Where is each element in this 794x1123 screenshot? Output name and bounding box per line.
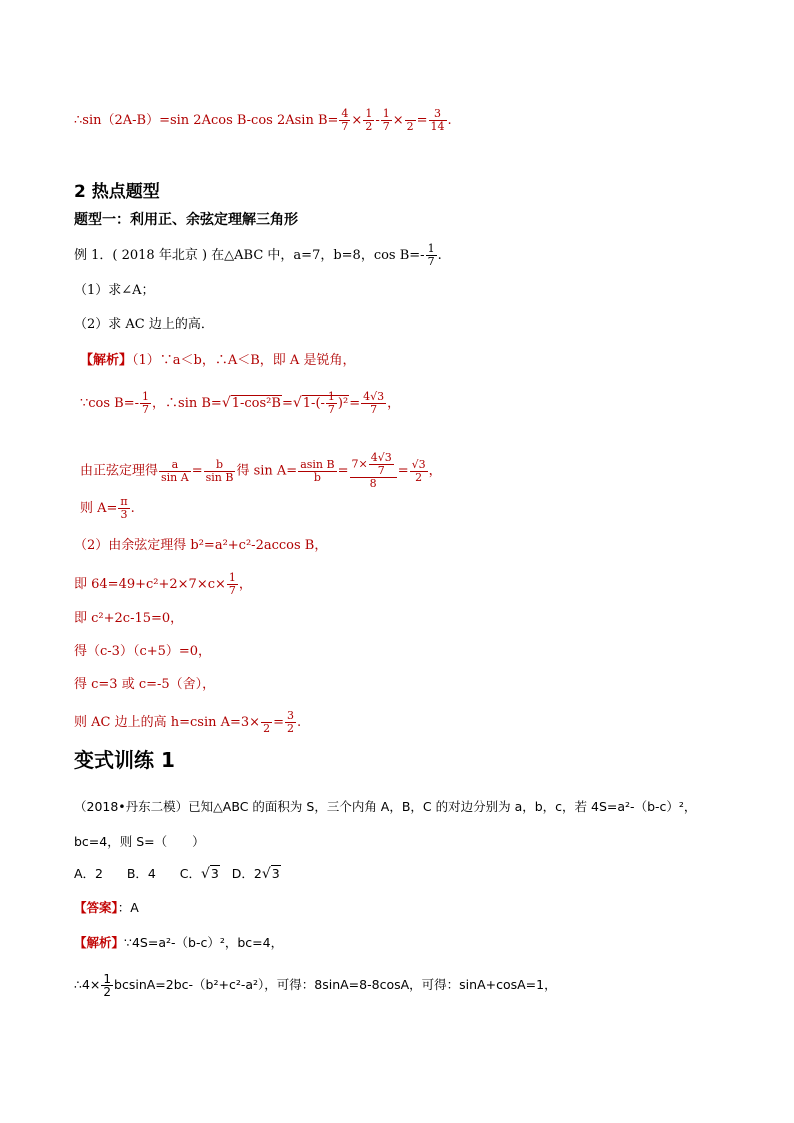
l10-a: 则 AC 边上的高 h=csin A=3× (74, 715, 261, 730)
l2-sqrt-frac-den: 7 (327, 403, 335, 416)
top-frac-2-den: 2 (365, 120, 373, 133)
period: . (437, 248, 442, 263)
example-frac-den: 7 (427, 255, 435, 268)
solution-line-3 (80, 452, 442, 490)
period: . (296, 715, 302, 730)
answer-value: ：A (117, 900, 139, 915)
example-frac-num: 1 (427, 242, 435, 255)
solution-label: 【解析】 (80, 353, 133, 368)
minus-sign: - (375, 113, 380, 128)
solution-l1-text: （1）∵a＜b，∴A＜B，即 A 是锐角， (132, 353, 356, 368)
sqrt-icon: √ (200, 866, 210, 882)
l2-sqrt-frac (326, 391, 337, 416)
equals-sign: = (349, 396, 361, 411)
period: . (447, 113, 452, 128)
top-frac-4 (405, 108, 416, 133)
l2-sqrt-1: 1-cos²B (231, 396, 281, 411)
l3-frac-4-inner-den: 7 (377, 464, 385, 477)
l2-b: ，∴sin B= (152, 396, 222, 411)
option-c-label: C． (179, 866, 201, 881)
top-equation-line (74, 108, 452, 133)
sqrt-icon: √ (261, 866, 271, 882)
question-1: （1）求∠A； (74, 283, 155, 298)
l3-frac-4-num (350, 452, 397, 478)
l3-frac-3-den: b (313, 470, 321, 484)
example-statement (74, 243, 442, 268)
l10-frac-2-den: 2 (286, 722, 294, 735)
top-frac-3-den: 7 (382, 120, 390, 133)
l3-frac-3 (298, 459, 336, 484)
times-sign: × (351, 113, 363, 128)
solution-line-8: 得（c-3）（c+5）=0， (74, 644, 212, 659)
variant-question-line-2: bc=4，则 S=（ ） (74, 834, 205, 849)
solution-line-4 (80, 496, 135, 521)
l3-frac-4-top-text: 7× (351, 457, 368, 471)
top-frac-3 (381, 108, 392, 133)
equals-sign: = (191, 463, 203, 479)
analysis-frac-den: 2 (103, 985, 112, 999)
option-b: B．4 (126, 866, 156, 881)
top-frac-1-den: 7 (341, 120, 349, 133)
option-a: A．2 (74, 866, 104, 881)
l10-frac-1 (261, 710, 272, 735)
answer-label: 【答案】 (74, 900, 118, 915)
equals-sign: = (337, 463, 349, 479)
equals-sign: = (397, 463, 409, 479)
l2-frac-1 (140, 391, 151, 416)
options-row (74, 864, 281, 884)
l2-frac-1-num: 1 (142, 390, 150, 403)
equals-sign: = (281, 396, 293, 411)
answer-line (74, 898, 139, 918)
l2-sqrt-2-b: )² (337, 396, 349, 411)
l2-a: ∵cos B=- (80, 396, 140, 411)
l3-frac-5-num: √3 (411, 457, 426, 471)
analysis-l2-b: bcsinA=2bc-（b²+c²-a²），可得：8sinA=8-8cosA，可得：sinA+cosA=1， (114, 977, 557, 992)
analysis-line-1 (74, 933, 283, 953)
l3-frac-2-den: sin B (205, 470, 234, 484)
l2-frac-1-den: 7 (142, 403, 150, 416)
l4-a: 则 A= (80, 501, 118, 516)
top-frac-2-num: 1 (365, 107, 373, 120)
comma: ， (238, 577, 252, 592)
comma: ， (387, 396, 401, 411)
l3-frac-5-den: 2 (415, 470, 423, 484)
top-frac-5 (429, 108, 447, 133)
l3-frac-5 (410, 459, 428, 484)
l3-frac-1-num: a (159, 459, 191, 472)
l6-frac-num: 1 (228, 571, 236, 584)
l10-frac-1-den: 2 (263, 722, 271, 735)
analysis-label: 【解析】 (74, 935, 125, 950)
top-frac-2 (363, 108, 374, 133)
variant-title: 变式训练 1 (74, 748, 175, 772)
sqrt-icon: √ (221, 395, 231, 411)
variant-question-line-1: （2018•丹东二模）已知△ABC 的面积为 S，三个内角 A，B，C 的对边分别为 a，b，c，若 4S=a²-（b-c）²， (74, 799, 697, 814)
analysis-l2-a: ∴4× (74, 977, 101, 992)
top-frac-4-den: 2 (406, 120, 414, 133)
option-d-label: D．2 (231, 866, 262, 881)
l2-frac-2-den: 7 (370, 403, 378, 416)
top-frac-1 (339, 108, 350, 133)
l6-frac (227, 572, 238, 597)
l6-frac-den: 7 (228, 584, 236, 597)
question-2: （2）求 AC 边上的高． (74, 317, 214, 332)
equals-sign: = (416, 113, 428, 128)
solution-line-10 (74, 710, 301, 735)
l10-frac-2 (285, 710, 296, 735)
l2-sqrt-frac-num: 1 (327, 390, 335, 403)
equals-sign: = (273, 715, 284, 730)
l3-frac-2-num: b (204, 459, 236, 472)
l3-b: 得 sin A= (236, 463, 298, 479)
analysis-l1-text: ∵4S=a²-（b-c）²，bc=4， (124, 935, 284, 950)
option-d-radicand: 3 (271, 866, 280, 881)
l4-frac-num: π (120, 495, 128, 508)
top-frac-5-num: 3 (429, 108, 447, 121)
l6-a: 即 64=49+c²+2×7×c× (74, 577, 226, 592)
top-eq-prefix: ∴sin（2A-B）=sin 2Acos B-cos 2Asin B= (74, 113, 339, 128)
analysis-line-2 (74, 973, 557, 998)
l3-frac-4-den: 8 (369, 477, 377, 490)
l2-sqrt-2 (302, 390, 349, 416)
top-frac-1-num: 4 (341, 107, 349, 120)
solution-line-7: 即 c²+2c-15=0， (74, 611, 184, 626)
solution-line-1 (80, 351, 355, 371)
l3-frac-3-num: asin B (300, 457, 335, 471)
l3-frac-4-inner (369, 452, 394, 477)
l4-frac (118, 496, 129, 521)
solution-line-9: 得 c=3 或 c=-5（舍）， (74, 677, 216, 692)
analysis-frac-num: 1 (103, 972, 112, 986)
solution-line-2 (80, 391, 400, 416)
l3-frac-2 (204, 459, 236, 484)
solution-line-5: （2）由余弦定理得 b²=a²+c²-2accos B， (74, 538, 328, 553)
top-frac-5-den: 14 (430, 120, 445, 133)
l2-frac-2-num: 4√3 (363, 390, 385, 403)
section-title: 2 热点题型 (74, 182, 160, 202)
option-c-radicand: 3 (210, 866, 219, 881)
l4-frac-den: 3 (120, 508, 128, 521)
l3-frac-4-inner-num: 4√3 (370, 451, 392, 464)
subsection-title: 题型一：利用正、余弦定理解三角形 (74, 212, 298, 228)
l3-frac-4 (350, 452, 397, 490)
l2-frac-2 (361, 391, 386, 416)
l10-frac-2-num: 3 (286, 709, 294, 722)
comma: ， (428, 463, 442, 479)
times-sign: × (392, 113, 404, 128)
l3-a: 由正弦定理得 (80, 463, 159, 479)
analysis-frac (101, 973, 113, 998)
l3-frac-1-den: sin A (161, 470, 189, 484)
solution-line-6 (74, 572, 252, 597)
l2-sqrt-2-a: 1-(- (302, 396, 325, 411)
l3-frac-1 (159, 459, 191, 484)
top-frac-3-num: 1 (382, 107, 390, 120)
sqrt-icon: √ (292, 395, 302, 411)
example-frac (426, 243, 437, 268)
example-text: 例 1．( 2018 年北京 ) 在△ABC 中，a=7，b=8，cos B=- (74, 248, 425, 263)
period: . (130, 501, 135, 516)
